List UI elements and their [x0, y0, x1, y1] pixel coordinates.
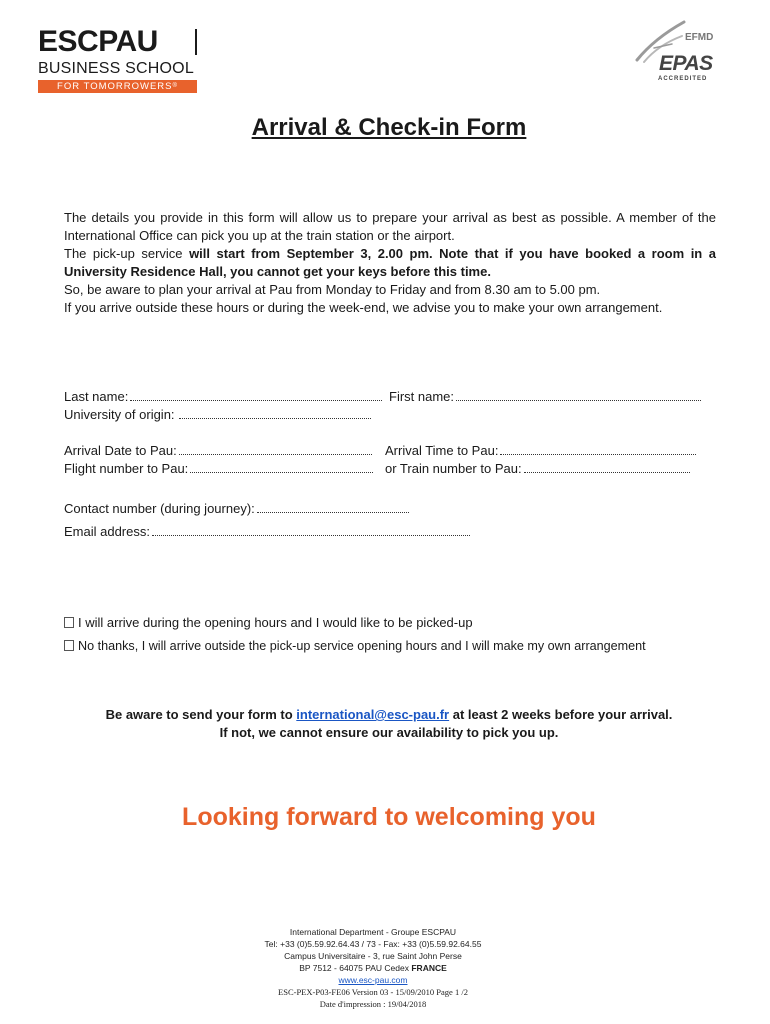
- welcome-message: Looking forward to welcoming you: [182, 803, 596, 831]
- send-form-notice: Be aware to send your form to international@esc-pau.fr at least 2 weeks before your arrival. If not, we cannot ensure our availability to pick you up.: [0, 706, 770, 742]
- email-label: Email address:: [64, 524, 150, 539]
- university-label: University of origin:: [64, 407, 175, 422]
- first-name-field[interactable]: [389, 388, 701, 406]
- epas-logo: [632, 18, 732, 88]
- footer-address: Campus Universitaire - 3, rue Saint John Perse: [284, 951, 462, 961]
- contact-number-label: Contact number (during journey):: [64, 501, 255, 516]
- flight-number-field[interactable]: [64, 460, 373, 478]
- intro-paragraph-2: The pick-up service will start from September 3, 2.00 pm. Note that if you have booked a room in a University Residence Hall, you cannot get your keys before this time.: [64, 246, 716, 279]
- accredited-label: ACCREDITED: [658, 76, 708, 82]
- arrival-time-label: Arrival Time to Pau:: [385, 443, 499, 458]
- footer-department: International Department - Groupe ESCPAU: [289, 927, 457, 937]
- flight-number-line[interactable]: [190, 460, 373, 473]
- intro-paragraph-1: The details you provide in this form will allow us to prepare your arrival as best as possible. A member of the International Office can pick you up at the train station or the airport.: [64, 210, 716, 243]
- epas-label: EPAS: [659, 52, 713, 75]
- option-no-pickup-label: No thanks, I will arrive outside the pick-up service opening hours and I will make my own arrangement: [78, 639, 646, 653]
- arrival-date-line[interactable]: [179, 442, 372, 455]
- footer-website-link[interactable]: www.esc-pau.com: [338, 975, 408, 985]
- logo-text-esc: ESC: [38, 25, 99, 58]
- university-field[interactable]: [64, 406, 371, 424]
- arrival-time-line[interactable]: [500, 442, 696, 455]
- form-title: Arrival & Check-in Form: [251, 114, 527, 141]
- train-number-field[interactable]: [385, 460, 690, 478]
- footer: [0, 926, 746, 1010]
- escpau-logo: [38, 26, 203, 94]
- last-name-line[interactable]: [130, 388, 382, 401]
- footer-postal: BP 7512 - 64075 PAU Cedex FRANCE: [299, 963, 447, 973]
- footer-phone: Tel: +33 (0)5.59.92.64.43 / 73 - Fax: +33 (0)5.59.92.64.55: [264, 939, 482, 949]
- footer-print-date: Date d'impression : 19/04/2018: [319, 999, 427, 1009]
- last-name-label: Last name:: [64, 389, 129, 404]
- logo-text-pau: PAU: [98, 25, 158, 58]
- last-name-field[interactable]: [64, 388, 382, 406]
- availability-notice: If not, we cannot ensure our availability to pick you up.: [219, 725, 559, 740]
- option-pickup[interactable]: [64, 614, 473, 632]
- option-no-pickup[interactable]: [64, 637, 646, 655]
- option-pickup-label: I will arrive during the opening hours and I would like to be picked-up: [78, 615, 473, 630]
- arrival-time-field[interactable]: [385, 442, 696, 460]
- logo-tagline: FOR TOMORROWERS®: [38, 80, 197, 93]
- email-line[interactable]: [152, 523, 470, 536]
- flight-number-label: Flight number to Pau:: [64, 461, 189, 476]
- contact-number-line[interactable]: [257, 500, 409, 513]
- intro-paragraph-4: If you arrive outside these hours or during the week-end, we advise you to make your own arrangement.: [64, 300, 663, 315]
- contact-number-field[interactable]: [64, 500, 409, 518]
- email-field[interactable]: [64, 523, 470, 541]
- first-name-label: First name:: [389, 389, 455, 404]
- international-email-link[interactable]: international@esc-pau.fr: [296, 707, 450, 722]
- intro-paragraph-3: So, be aware to plan your arrival at Pau from Monday to Friday and from 8.30 am to 5.00 pm.: [64, 282, 601, 297]
- no-pickup-checkbox[interactable]: [64, 640, 74, 651]
- train-number-line[interactable]: [524, 460, 690, 473]
- efmd-label: EFMD: [685, 32, 714, 43]
- pickup-checkbox[interactable]: [64, 617, 74, 628]
- university-line[interactable]: [179, 406, 371, 419]
- arrival-date-field[interactable]: [64, 442, 372, 460]
- footer-doc-version: ESC-PEX-P03-FE06 Version 03 - 15/09/2010 Page 1 /2: [278, 987, 468, 997]
- arrival-date-label: Arrival Date to Pau:: [64, 443, 177, 458]
- first-name-line[interactable]: [456, 388, 701, 401]
- train-number-label: or Train number to Pau:: [385, 461, 522, 476]
- logo-divider: [195, 29, 197, 55]
- intro-text: [64, 209, 716, 317]
- logo-business-school: BUSINESS SCHOOL: [38, 60, 194, 77]
